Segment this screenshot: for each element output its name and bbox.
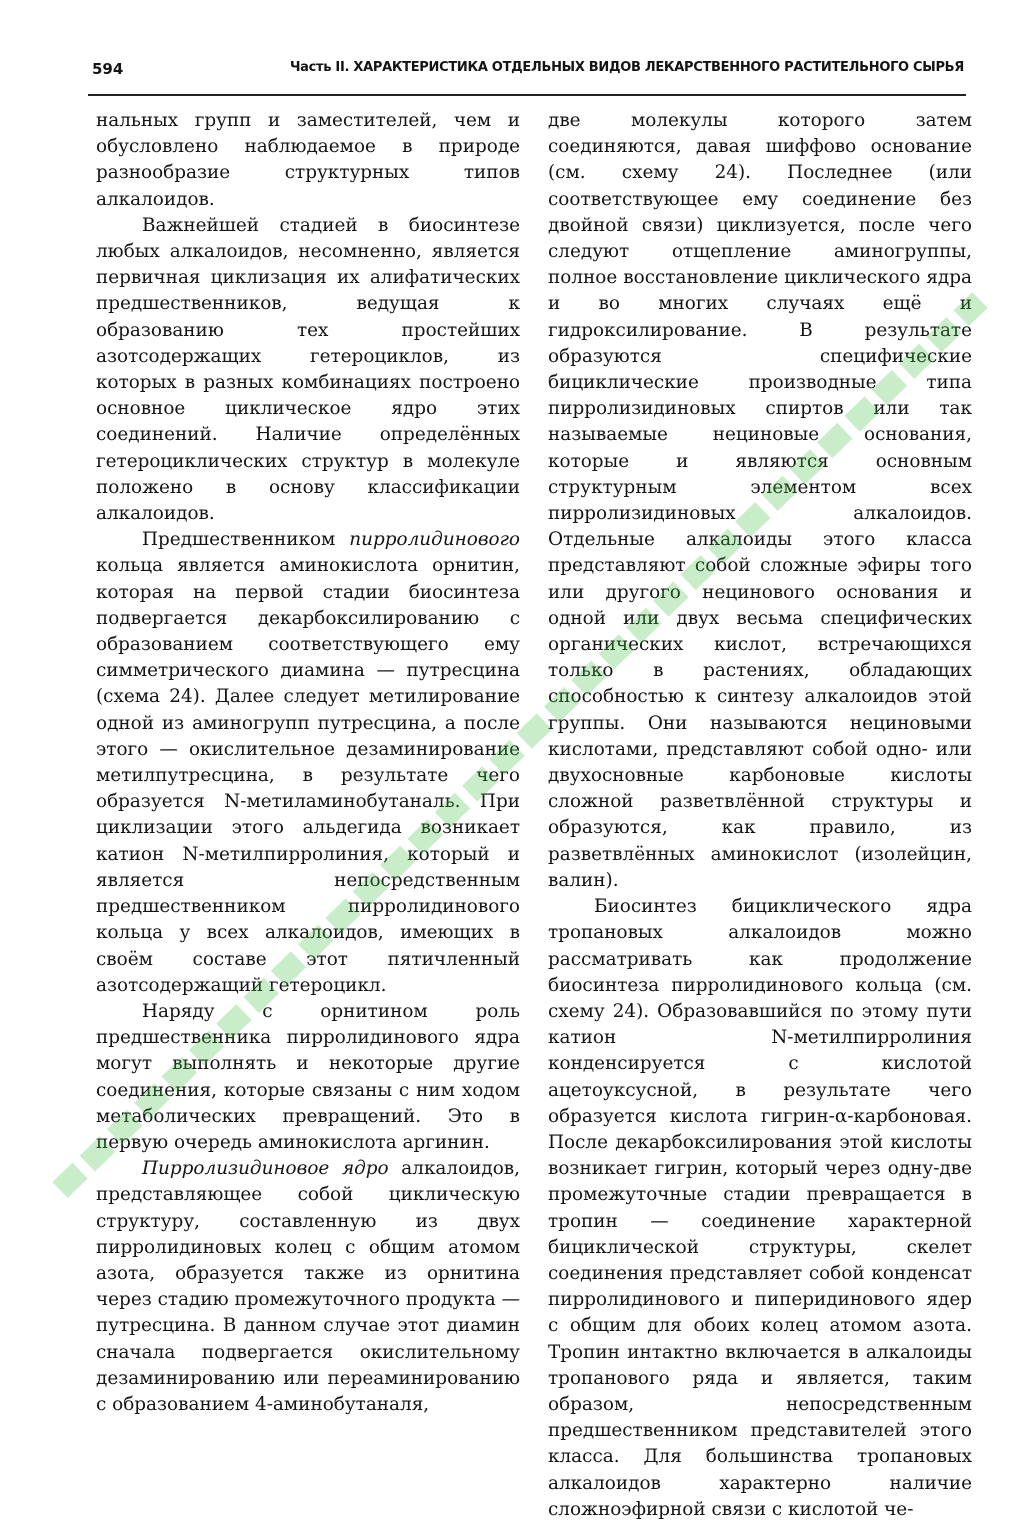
paragraph [96,527,520,999]
running-title: Часть II. ХАРАКТЕРИСТИКА ОТДЕЛЬНЫХ ВИДОВ ЛЕКАРСТВЕННОГО РАСТИТЕЛЬНОГО СЫРЬЯ [289,60,964,75]
emphasis-term: пирролидинового [349,529,520,551]
paragraph: Наряду с орнитином роль предшественника пирролидинового ядра могут выполнять и некоторые другие соединения, которые связаны с ним ходом метаболических превращений. Это в первую очередь аминокислота аргинин. [96,1000,520,1153]
header-rule [88,94,966,96]
paragraph-text: алкалоидов, представляющее собой циклическую структуру, составленную из двух пирролидиновых колец с общим атомом азота, образуется также из орнитина через стадию промежуточного продукта — путресцина. В данном случае этот диамин сначала подвергается окислительному дезаминированию или переаминированию с образованием 4-аминобутаналя, [96,1158,521,1415]
page-header [92,58,964,86]
paragraph: Важнейшей стадией в биосинтезе любых алкалоидов, несомненно, является первичная циклизация их алифатических предшественников, ведущая к образованию тех простейших азотсодержащих гетероциклов, из которых в разных комбинациях построено основное циклическое ядро этих соединений. Наличие определённых гетероциклических структур в молекуле положено в основу классификации алкалоидов. [96,214,520,525]
right-column [548,108,972,1523]
emphasis-term: Пирролизидиновое ядро [142,1158,389,1180]
paragraph-text: кольца является аминокислота орнитин, которая на первой стадии биосинтеза подвергается декарбоксилированию с образованием соответствующего ему симметрического диамина — путресцина (схема 24). Далее следует метилирование одной из аминогрупп путресцина, а после этого — окислительное дезаминирование метилпутресцина, в результате чего образуется N-метиламинобутаналь. При циклизации этого альдегида возникает катион N-метилпирролиния, который и является непосредственным предшественником пирролидинового кольца у всех алкалоидов, имеющих в своём составе этот пятичленный азотсодержащий гетероцикл. [96,555,520,996]
paragraph-text: Предшественником [142,529,350,551]
left-column [96,108,520,1418]
page-number: 594 [92,60,124,78]
paragraph: нальных групп и заместителей, чем и обусловлено наблюдаемое в природе разнообразие структурных типов алкалоидов. [96,110,520,210]
paragraph: Биосинтез бициклического ядра тропановых алкалоидов можно рассматривать как продолжение биосинтеза пирролидинового кольца (см. схему 24). Образовавшийся по этому пути катион N-метилпирролиния конденсируется с кислотой ацетоуксусной, в результате чего образуется кислота гигрин-α-карбоновая. После декарбоксилирования этой кислоты возникает гигрин, который через одну-две промежуточные стадии превращается в тропин — соединение характерной бициклической структуры, скелет соединения представляет собой конденсат пирролидинового и пиперидинового ядер с общим для обоих колец атомом азота. Тропин интактно включается в алкалоиды тропанового ряда и является, таким образом, непосредственным предшественником представителей этого класса. Для большинства тропановых алкалоидов характерно наличие сложноэфирной связи с кислотой че- [548,896,972,1520]
paragraph [96,1156,520,1418]
paragraph: две молекулы которого затем соединяются, давая шиффово основание (см. схему 24). Последнее (или соответствующее ему соединение без двойной связи) циклизуется, после чего следуют отщепление аминогруппы, полное восстановление циклического ядра и во многих случаях ещё и гидроксилирование. В результате образуются специфические бициклические производные типа пирролизидиновых спиртов или так называемые нециновые основания, которые и являются основным структурным элементом всех пирролизидиновых алкалоидов. Отдельные алкалоиды этого класса представляют собой сложные эфиры того или другого нецинового основания и одной или двух весьма специфических органических кислот, встречающихся только в растениях, обладающих способностью к синтезу алкалоидов этой группы. Они называются нециновыми кислотами, представляют собой одно- или двухосновные карбоновые кислоты сложной разветвлённой структуры и образуются, как правило, из разветвлённых аминокислот (изолейцин, валин). [548,110,972,891]
